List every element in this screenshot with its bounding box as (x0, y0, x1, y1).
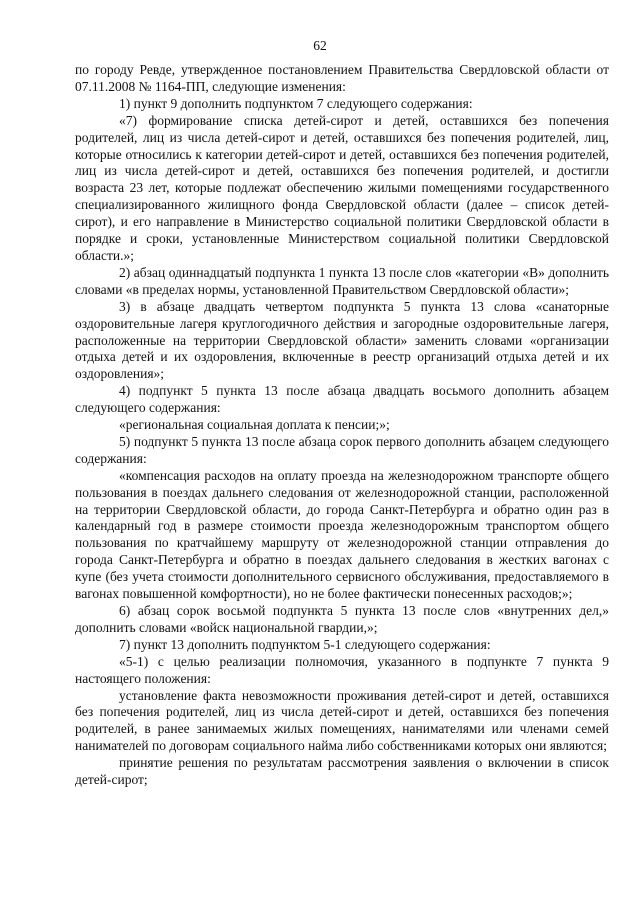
document-body (75, 62, 609, 789)
paragraph-intro: по городу Ревде, утвержденное постановлением Правительства Свердловской области от 07.11.2008 № 1164-ПП, следующие изменения: (75, 62, 609, 94)
page-number: 62 (313, 38, 327, 53)
paragraph-item-3: 3) в абзаце двадцать четвертом подпункта 5 пункта 13 слова «санаторные оздоровительные лагеря круглогодичного действия и загородные оздоровительные лагеря, расположенные на территории Свердловской области» заменить словами «организации отдыха детей и их оздоровления, включенные в реестр организаций отдыха детей и их оздоровления»; (75, 298, 609, 382)
paragraph-item-7: 7) пункт 13 дополнить подпунктом 5-1 следующего содержания: (119, 636, 491, 652)
paragraph-item-7-clause-1: установление факта невозможности проживания детей-сирот и детей, оставшихся без попечения родителей, лиц из числа детей-сирот и детей, оставшихся без попечения родителей, в ранее занимаемых жилых помещениях, нанимателями или членами семей нанимателей по договорам социального найма либо собственниками которых они являются; (75, 687, 609, 754)
paragraph-item-1: 1) пункт 9 дополнить подпунктом 7 следующего содержания: (119, 95, 473, 111)
paragraph-item-5-text: «компенсация расходов на оплату проезда на железнодорожном транспорте общего пользования в поездах дальнего следования от железнодорожной станции, расположенной на территории Свердловской области, до города Санкт-Петербурга и обратно один раз в календарный год в размере стоимости проезда железнодорожным транспортом общего пользования по кратчайшему маршруту от железнодорожной станции отправления до города Санкт-Петербурга и обратно в поездах дальнего следования в жестких вагонах с купе (без учета стоимости дополнительного сервисного обслуживания, предоставляемого в вагонах повышенной комфортности), но не более фактически понесенных расходов;»; (75, 467, 609, 602)
paragraph-item-7-clause-2: принятие решения по результатам рассмотрения заявления о включении в список детей-сирот; (75, 755, 609, 788)
paragraph-item-7-text: «5-1) с целью реализации полномочия, указанного в подпункте 7 пункта 9 настоящего положения: (75, 653, 609, 686)
paragraph-item-2: 2) абзац одиннадцатый подпункта 1 пункта 13 после слов «категории «В» дополнить словами «в пределах нормы, установленной Правительством Свердловской области»; (75, 264, 609, 297)
paragraph-item-5: 5) подпункт 5 пункта 13 после абзаца сорок первого дополнить абзацем следующего содержания: (75, 433, 609, 466)
paragraph-item-1-text: «7) формирование списка детей-сирот и детей, оставшихся без попечения родителей, лиц из числа детей-сирот и детей, оставшихся без попечения родителей, лиц, которые относились к категории детей-сирот и детей, оставшихся без попечения родителей, лиц из числа детей-сирот и детей, оставшихся без попечения родителей, и достигли возраста 23 лет, которые подлежат обеспечению жилыми помещениями государственного специализированного жилищного фонда Свердловской области (далее – список детей-сирот), и его направление в Министерство социальной политики Свердловской области в порядке и сроки, установленные Министерством социальной политики Свердловской области.»; (75, 112, 609, 263)
paragraph-item-4: 4) подпункт 5 пункта 13 после абзаца двадцать восьмого дополнить абзацем следующего содержания: (75, 383, 609, 416)
paragraph-item-6: 6) абзац сорок восьмой подпункта 5 пункта 13 после слов «внутренних дел,» дополнить словами «войск национальной гвардии,»; (75, 603, 609, 635)
paragraph-item-4-text: «региональная социальная доплата к пенсии;»; (119, 417, 390, 433)
